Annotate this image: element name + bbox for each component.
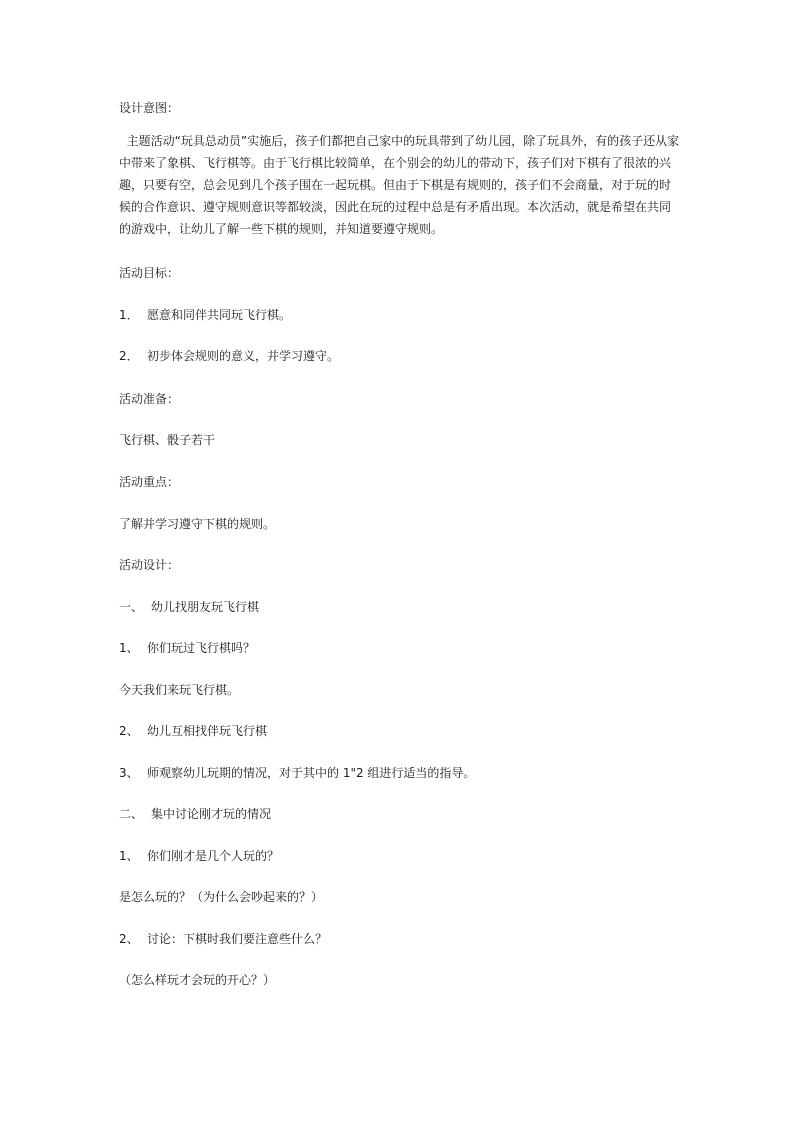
- s2-item-2: [119, 931, 327, 947]
- s2-item-2-number: 2、: [119, 932, 139, 946]
- section-1-number: 一、: [119, 600, 144, 614]
- s1-item-1-number: 1、: [119, 641, 139, 655]
- intent-paragraph: [119, 130, 679, 240]
- intent-line-1: 主题活动“玩具总动员”实施后，孩子们都把自己家中的玩具带到了幼儿园，除了玩具外，有的孩子还从家: [119, 134, 680, 148]
- s1-item-1-note: 今天我们来玩飞行棋。: [119, 683, 240, 697]
- section-2-heading: [119, 806, 271, 822]
- goal-item-1: [119, 307, 291, 323]
- goal-2-number: 2．: [119, 349, 139, 363]
- section-2-title: 集中讨论刚才玩的情况: [151, 807, 272, 821]
- s2-item-1-number: 1、: [119, 849, 139, 863]
- goal-2-text: 初步体会规则的意义，并学习遵守。: [147, 349, 340, 363]
- s1-item-2: [119, 723, 267, 739]
- s1-item-1: [119, 640, 255, 656]
- prep-text: 飞行棋、骰子若干: [119, 433, 216, 447]
- heading-activity-design: 活动设计：: [119, 558, 180, 572]
- section-1-heading: [119, 599, 259, 615]
- heading-activity-goals: 活动目标：: [119, 266, 180, 280]
- heading-activity-focus: 活动重点：: [119, 475, 180, 489]
- intent-line-3: 趣，只要有空，总会见到几个孩子围在一起玩棋。但由于下棋是有规则的，孩子们不会商量，对于玩的时: [119, 178, 672, 192]
- s1-item-3-number: 3、: [119, 766, 139, 780]
- s1-item-3-text: 师观察幼儿玩期的情况，对于其中的 1"2 组进行适当的指导。: [147, 766, 476, 780]
- goal-1-text: 愿意和同伴共同玩飞行棋。: [147, 308, 292, 322]
- s2-item-1-text: 你们刚才是几个人玩的？: [147, 849, 280, 863]
- s2-item-1-note: 是怎么玩的？（为什么会吵起来的？）: [119, 890, 324, 904]
- goal-item-2: [119, 348, 339, 364]
- s1-item-2-text: 幼儿互相找伴玩飞行棋: [147, 724, 268, 738]
- intent-line-4: 候的合作意识、遵守规则意识等都较淡，因此在玩的过程中总是有矛盾出现。本次活动，就是希望在共同: [119, 200, 672, 214]
- s2-item-1: [119, 848, 279, 864]
- intent-line-2: 中带来了象棋、飞行棋等。由于飞行棋比较简单，在个别会的幼儿的带动下，孩子们对下棋有了很浓的兴: [119, 156, 672, 170]
- heading-activity-prep: 活动准备：: [119, 392, 180, 406]
- focus-text: 了解并学习遵守下棋的规则。: [119, 517, 276, 531]
- s1-item-1-text: 你们玩过飞行棋吗？: [147, 641, 256, 655]
- section-1-title: 幼儿找朋友玩飞行棋: [151, 600, 260, 614]
- heading-design-intent: 设计意图：: [119, 101, 180, 115]
- goal-1-number: 1．: [119, 308, 139, 322]
- s2-item-2-note: （怎么样玩才会玩的开心？）: [119, 973, 276, 987]
- section-2-number: 二、: [119, 807, 144, 821]
- s1-item-2-number: 2、: [119, 724, 139, 738]
- s2-item-2-text: 讨论：下棋时我们要注意些什么？: [147, 932, 328, 946]
- s1-item-3: [119, 765, 475, 781]
- intent-line-5: 的游戏中，让幼儿了解一些下棋的规则，并知道要遵守规则。: [119, 222, 444, 236]
